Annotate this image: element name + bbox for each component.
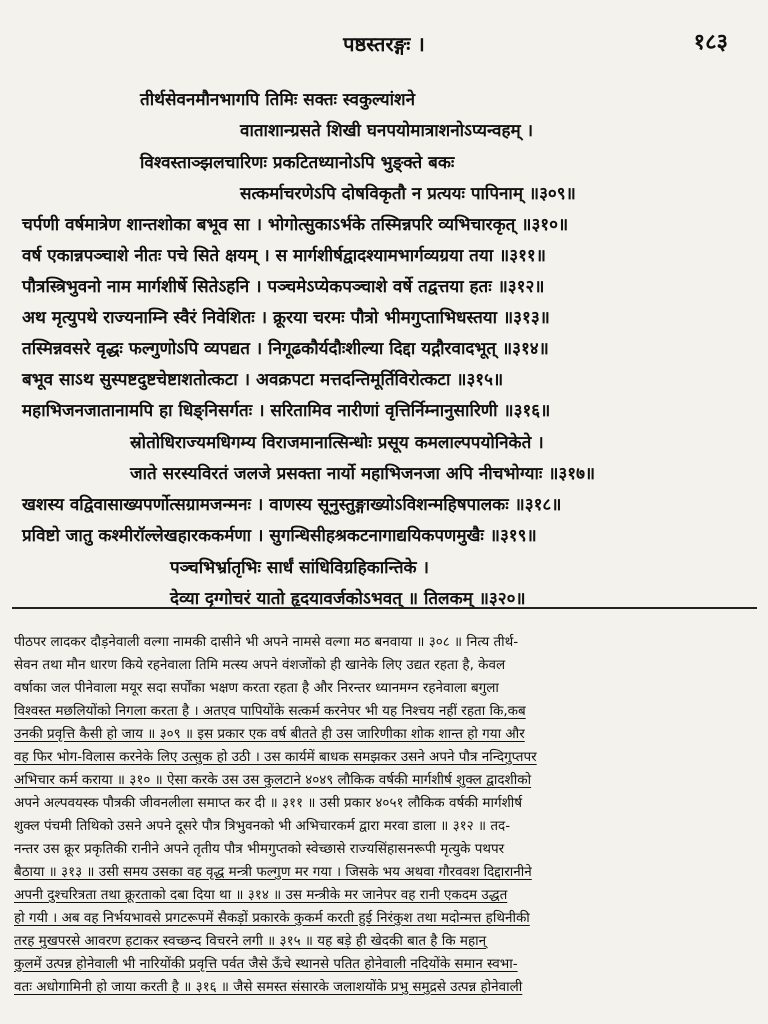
verse-line: तीर्थसेवनमौनभागपि तिमिः सक्तः स्वकुल्यांशने — [140, 90, 416, 110]
commentary-line: कुलमें उत्पन्न होनेवाली भी नारियोंकी प्रवृत्ति पर्वत जैसे ऊँचे स्थानसे पतित होनेवाली नदियोंके समान स्वभा- — [14, 956, 518, 972]
commentary-line: शुक्ल पंचमी तिथिको उसने अपने दूसरे पौत्र त्रिभुवनको भी अभिचारकर्म द्वारा मरवा डाला ॥ ३१२ ॥ तद- — [14, 818, 511, 834]
commentary-line: उनकी प्रवृत्ति कैसी हो जाय ॥ ३०९ ॥ इस प्रकार एक वर्ष बीतते ही उस जारिणीका शोक शान्त हो गया और — [14, 726, 525, 742]
verse-line: विश्वस्ताञ्झलचारिणः प्रकटितध्यानोऽपि भुङ्क्ते बकः — [140, 153, 455, 173]
verse-line: खशस्य वद्विवासाख्यपर्णोत्सग्रामजन्मनः । वाणस्य सूनुस्तुङ्गाख्योऽविशन्महिषपालकः ॥३१८॥ — [22, 495, 562, 515]
commentary-line: अपने अल्पवयस्क पौत्रकी जीवनलीला समाप्त कर दी ॥ ३११ ॥ उसी प्रकार ४०५१ लौकिक वर्षकी मार्गशीर्ष — [14, 795, 523, 811]
verse-line: महाभिजनजातानामपि हा धिङ्निसर्गतः । सरितामिव नारीणां वृत्तिर्निम्नानुसारिणी ॥३१६॥ — [22, 401, 551, 421]
verse-line: प्रविष्टो जातु कश्मीरॉल्लेखहारककर्मणा । सुगन्धिसीहश्रकटनागाद्ययिकपणमुखैः ॥३१९॥ — [22, 526, 537, 546]
page-number: १८३ — [693, 29, 728, 55]
commentary-line: अपनी दुश्चरित्रता तथा क्रूरताको दबा दिया था ॥ ३१४ ॥ उस मन्त्रीके मर जानेपर वह रानी एकदम उद्धत — [14, 887, 508, 903]
verse-line: स्रोतोधिराज्यमधिगम्य विराजमानात्सिन्धोः प्रसूय कमलाल्पपयोनिकेते । — [130, 433, 544, 453]
commentary-line: अभिचार कर्म कराया ॥ ३१० ॥ ऐसा करके उस उस कुलटाने ४०४९ लौकिक वर्षकी मार्गशीर्ष शुक्ल द्वादशीको — [14, 772, 532, 788]
commentary-line: हो गयी । अब वह निर्भयभावसे प्रगटरूपमें सैकड़ों प्रकारके कुकर्म करती हुई निरंकुश तथा मदोन्मत्त हथिनीकी — [14, 910, 530, 926]
commentary-line: वतः अधोगामिनी हो जाया करती है ॥ ३१६ ॥ जैसे समस्त संसारके जलाशयोंके प्रभु समुद्रसे उत्पन्न होनेवाली — [14, 979, 523, 995]
commentary-line: बैठाया ॥ ३१३ ॥ उसी समय उसका वह वृद्ध मन्त्री फल्गुण मर गया । जिसके भय अथवा गौरववश दिद्दारानीने — [14, 864, 532, 880]
verse-line: अथ मृत्युपथे राज्यनाम्नि स्वैरं निवेशितः । क्रूरया चरमः पौत्रो भीमगुप्ताभिधस्तया ॥३१३॥ — [22, 308, 550, 328]
commentary-line: विश्वस्त मछलियोंको निगला करता है । अतएव पापियोंके सत्कर्म करनेपर भी यह निश्चय नहीं रहता कि,कब — [14, 703, 526, 719]
verse-line: पञ्चभिर्भ्रातृभिः सार्धं सांधिविग्रहिकान्तिके । — [170, 558, 429, 578]
commentary-line: वर्षाका जल पीनेवाला मयूर सदा सर्पोंका भक्षण करता रहता है और निरन्तर ध्यानमग्न रहनेवाला बगुला — [14, 680, 499, 696]
verse-line: देव्या दृग्गोचरं यातो हृदयावर्जकोऽभवत् ॥ तिलकम् ॥३२०॥ — [170, 589, 526, 609]
commentary-line: नन्तर उस क्रूर प्रकृतिकी रानीने अपने तृतीय पौत्र भीमगुप्तको स्वेच्छासे राज्यसिंहासनरूपी मृत्युके पथपर — [14, 841, 505, 857]
verse-line: जाते सरस्यविरतं जलजे प्रसक्ता नार्यो महाभिजनजा अपि नीचभोग्याः ॥३१७॥ — [130, 464, 596, 484]
verse-line: वाताशान्ग्रसते शिखी घनपयोमात्राशनोऽप्यन्वहम् । — [240, 121, 534, 141]
commentary-line: वह फिर भोग-विलास करनेके लिए उत्सुक हो उठी । उस कार्यमें बाधक समझकर उसने अपने पौत्र नन्दिगुप्तपर — [14, 749, 537, 765]
commentary-line: तरह मुखपरसे आवरण हटाकर स्वच्छन्द विचरने लगी ॥ ३१५ ॥ यह बड़े ही खेदकी बात है कि महान् — [14, 933, 487, 949]
commentary-line: सेवन तथा मौन धारण किये रहनेवाला तिमि मत्स्य अपने वंशजोंको ही खानेके लिए उद्यत रहता है, केवल — [14, 657, 506, 673]
verse-line: चर्पणी वर्षमात्रेण शान्तशोका बभूव सा । भोगोत्सुकाऽर्भके तस्मिन्नपरि व्यभिचारकृत् ॥३१०॥ — [22, 215, 569, 235]
verse-line: सत्कर्माचरणेऽपि दोषविकृतौ न प्रत्ययः पापिनाम् ॥३०९॥ — [240, 184, 576, 204]
verse-line: पौत्रस्त्रिभुवनो नाम मार्गशीर्षे सितेऽहनि । पञ्चमेऽप्येकपञ्चाशे वर्षे तद्वत्तया हतः ॥३१२॥ — [22, 277, 545, 297]
section-divider — [12, 607, 757, 609]
verse-line: तस्मिन्नवसरे वृद्धः फल्गुणोऽपि व्यपद्यत । निगूढकौर्यदौःशील्या दिद्दा यद्गौरवादभूत् ॥३१४॥ — [22, 339, 549, 359]
verse-line: वर्ष एकान्नपञ्चाशे नीतः पचे सिते क्षयम् । स मार्गशीर्षद्वादश्यामभार्गव्यग्रया तया ॥३११॥ — [22, 246, 546, 266]
commentary-line: पीठपर लादकर दौड़नेवाली वल्गा नामकी दासीने भी अपने नामसे वल्गा मठ बनवाया ॥ ३०८ ॥ नित्य तीर्थ- — [14, 634, 519, 650]
verse-line: बभूव साऽथ सुस्पष्टदुष्टचेष्टाशतोत्कटा । अवक्रपटा मत्तदन्तिमूर्तिविरोत्कटा ॥३१५॥ — [22, 370, 504, 390]
chapter-heading: पष्ठस्तरङ्गः । — [343, 32, 425, 56]
